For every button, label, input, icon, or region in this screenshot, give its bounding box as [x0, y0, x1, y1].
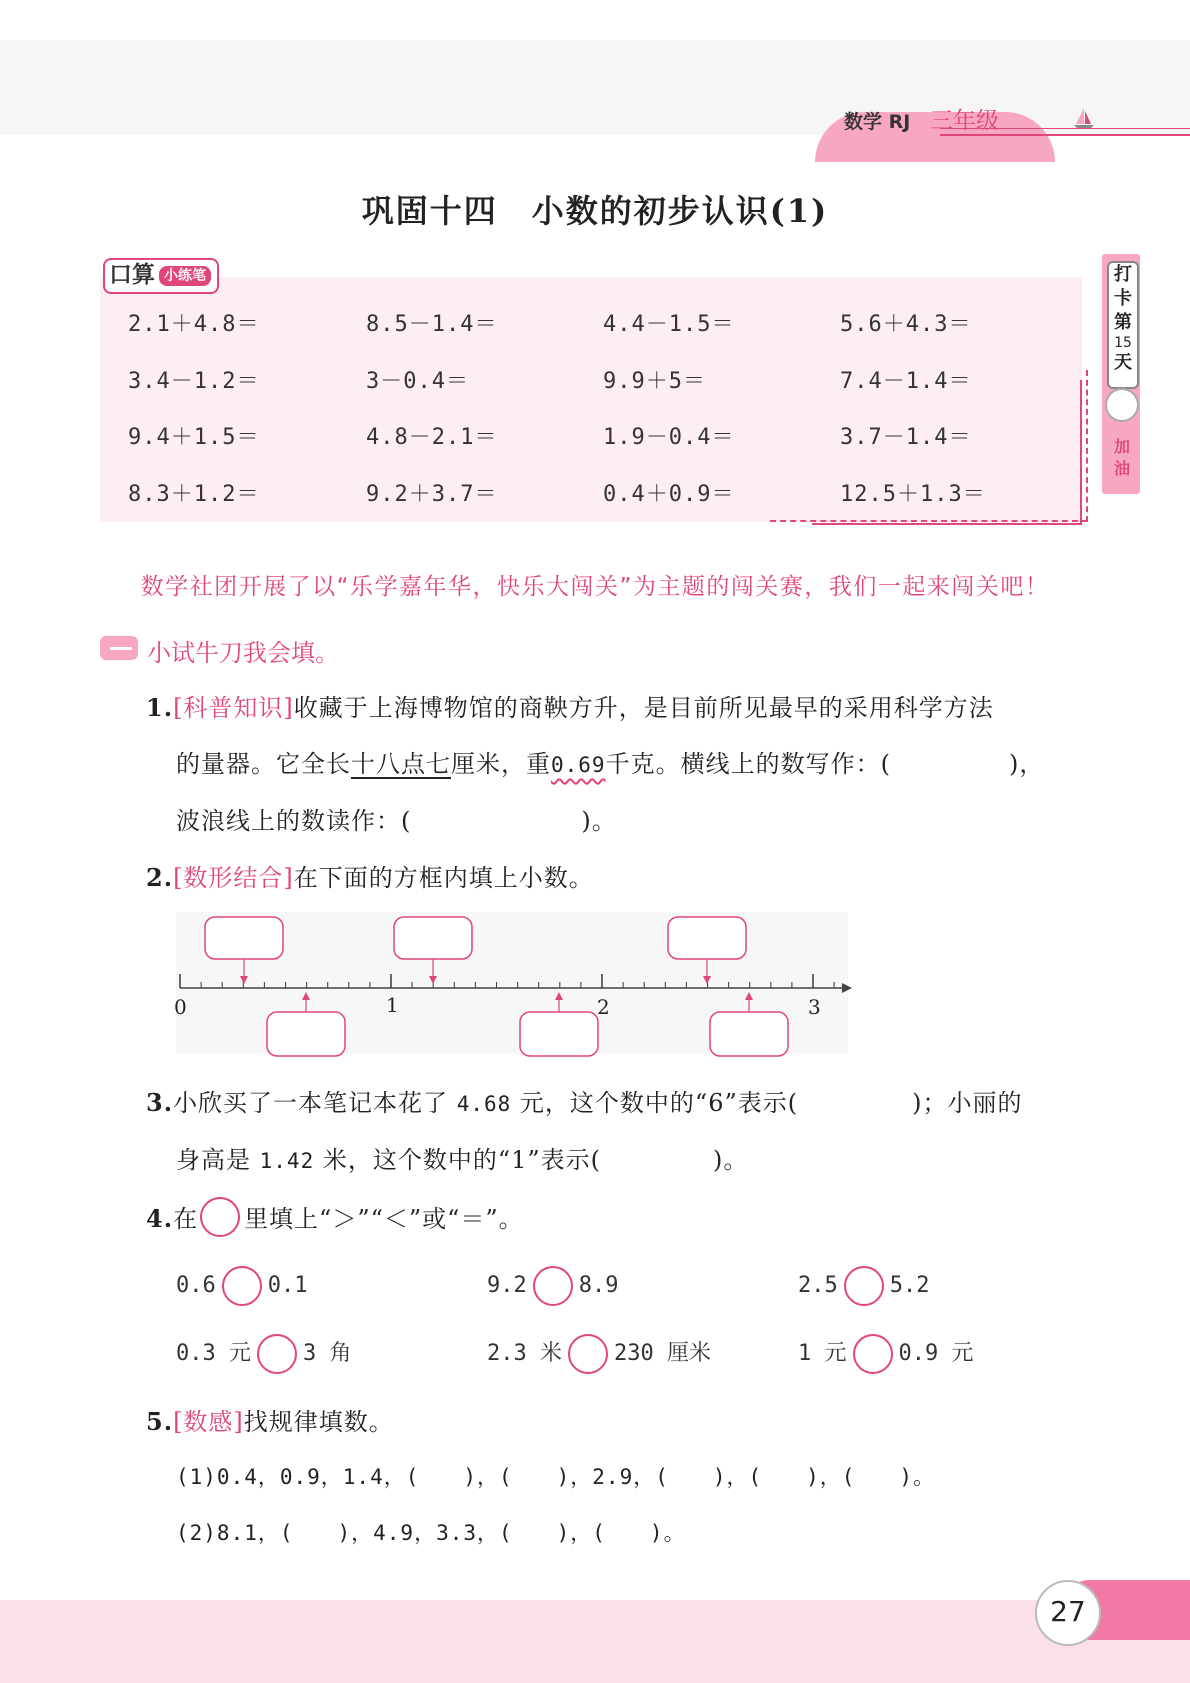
checkin-char: 卡	[1114, 288, 1132, 309]
q3-text: 元，这个数中的“6”表示(	[519, 1089, 799, 1117]
compare-circle[interactable]	[844, 1266, 884, 1306]
oral-item: 0.4＋0.9＝	[603, 482, 735, 507]
circle-icon	[200, 1197, 240, 1237]
q2-tag: [数形结合]	[173, 864, 294, 892]
q3-text: )；小丽的	[912, 1089, 1023, 1117]
q1-number: 1.	[146, 693, 174, 722]
compare-left: 1 元	[798, 1341, 847, 1366]
q5-sequence-1[interactable]: (1)0.4，0.9，1.4，( )，( )，2.9，( )，( )，( )。	[176, 1465, 936, 1489]
compare-left: 9.2	[487, 1273, 527, 1298]
number-line-label: 2	[597, 995, 610, 1019]
q5-line	[146, 1402, 394, 1437]
compare-right: 0.1	[267, 1273, 308, 1298]
number-line-label: 1	[386, 993, 399, 1017]
oral-tag-sub: 小练笔	[159, 266, 211, 286]
oral-item: 3－0.4＝	[366, 369, 469, 394]
compare-circle[interactable]	[568, 1334, 608, 1374]
oral-tag	[103, 258, 219, 294]
footer-band	[0, 1600, 1190, 1683]
oral-item: 3.4－1.2＝	[128, 369, 260, 394]
oral-item: 3.7－1.4＝	[840, 425, 972, 450]
answer-box[interactable]	[205, 917, 283, 959]
q2-text: 在下面的方框内填上小数。	[293, 864, 594, 892]
compare-right: 230 厘米	[613, 1341, 711, 1366]
oral-item: 9.2＋3.7＝	[366, 482, 498, 507]
page-number: 27	[1035, 1580, 1101, 1646]
oral-tag-label: 口算	[109, 262, 155, 288]
section-title: 小试牛刀我会填。	[147, 639, 339, 667]
q1-text: )。	[581, 807, 617, 835]
page-title: 巩固十四 小数的初步认识(1)	[361, 192, 829, 230]
compare-right: 8.9	[578, 1273, 619, 1298]
answer-box[interactable]	[394, 917, 472, 959]
answer-box[interactable]	[668, 917, 746, 959]
q1-text: 千克。横线上的数写作：(	[605, 750, 891, 778]
oral-item: 8.5－1.4＝	[366, 312, 498, 337]
checkin-card	[1107, 261, 1139, 389]
answer-box[interactable]	[520, 1012, 598, 1056]
q3-text: 身高是	[176, 1146, 251, 1174]
q1-line2	[176, 744, 1044, 779]
oral-item: 8.3＋1.2＝	[128, 482, 260, 507]
q2-number: 2.	[146, 863, 174, 892]
sailboat-icon	[1072, 106, 1096, 130]
compare-left: 0.6	[176, 1273, 216, 1298]
q4-number: 4.	[146, 1204, 174, 1233]
compare-item	[798, 1266, 930, 1306]
cheer-char: 加	[1113, 437, 1130, 456]
compare-circle[interactable]	[533, 1266, 573, 1306]
q5-sequence-2[interactable]: (2)8.1，( )，4.9，3.3，( )，( )。	[176, 1521, 686, 1545]
q4-line	[146, 1199, 524, 1237]
q3-text: 米，这个数中的“1”表示(	[322, 1146, 602, 1174]
oral-item: 9.4＋1.5＝	[128, 425, 260, 450]
arrow-down-icon	[240, 976, 248, 984]
number-line-label: 3	[808, 995, 821, 1019]
intro-text: 数学社团开展了以“乐学嘉年华，快乐大闯关”为主题的闯关赛，我们一起来闯关吧！	[140, 574, 1050, 600]
cheer-text	[1108, 436, 1136, 480]
q3-line2	[176, 1140, 748, 1175]
checkin-day: 15	[1114, 335, 1132, 351]
header-subject: 数学 RJ	[844, 111, 911, 133]
compare-circle[interactable]	[853, 1334, 893, 1374]
checkin-char: 天	[1114, 352, 1132, 373]
q2-line	[146, 858, 594, 893]
answer-box[interactable]	[710, 1012, 788, 1056]
q1-text: 收藏于上海博物馆的商鞅方升，是目前所见最早的采用科学方法	[293, 694, 994, 722]
q1-text: 厘米，重	[451, 750, 551, 778]
compare-left: 2.3 米	[487, 1341, 562, 1366]
q1-text: 波浪线上的数读作：(	[176, 807, 412, 835]
arrow-right-icon	[842, 983, 852, 993]
oral-item: 1.9－0.4＝	[603, 425, 735, 450]
q5-tag: [数感]	[173, 1408, 244, 1436]
oral-item: 5.6＋4.3＝	[840, 312, 972, 337]
compare-left: 0.3 元	[176, 1341, 251, 1366]
compare-circle[interactable]	[257, 1334, 297, 1374]
answer-box[interactable]	[267, 1012, 345, 1056]
q1-underlined-number: 十八点七	[351, 750, 451, 778]
q5-text: 找规律填数。	[243, 1408, 394, 1436]
section-badge-icon	[110, 647, 132, 650]
oral-item: 9.9＋5＝	[603, 369, 706, 394]
q3-text: )。	[713, 1146, 749, 1174]
q5-number: 5.	[146, 1407, 174, 1436]
q3-number: 3.	[146, 1088, 174, 1117]
compare-item	[176, 1266, 308, 1306]
q3-value: 1.42	[259, 1149, 315, 1173]
oral-item: 12.5＋1.3＝	[840, 482, 986, 507]
compare-right: 5.2	[889, 1273, 930, 1298]
q1-line1	[146, 688, 994, 723]
checkin-char: 第	[1114, 312, 1132, 333]
q1-line3	[176, 801, 617, 836]
q3-value: 4.68	[456, 1092, 512, 1116]
number-line-label: 0	[174, 995, 187, 1019]
oral-item: 4.8－2.1＝	[366, 425, 498, 450]
compare-right: 0.9 元	[898, 1341, 974, 1366]
header-grade: 三年级	[930, 108, 999, 134]
q1-wavy-number: 0.69	[551, 753, 606, 777]
number-line	[170, 912, 860, 1062]
q1-text: )，	[1008, 750, 1045, 778]
arrow-up-icon	[302, 992, 310, 1000]
compare-item	[798, 1334, 973, 1374]
q1-text: 的量器。它全长	[176, 750, 351, 778]
arrow-down-icon	[703, 976, 711, 984]
q3-text: 小欣买了一本笔记本花了	[173, 1089, 449, 1117]
arrow-down-icon	[429, 976, 437, 984]
oral-item: 4.4－1.5＝	[603, 312, 735, 337]
q4-text: 在	[173, 1205, 199, 1233]
oral-item: 7.4－1.4＝	[840, 369, 972, 394]
compare-item	[176, 1334, 351, 1374]
arrow-up-icon	[555, 992, 563, 1000]
arrow-up-icon	[745, 992, 753, 1000]
compare-circle[interactable]	[222, 1266, 262, 1306]
checkin-circle[interactable]	[1105, 388, 1139, 422]
oral-item: 2.1＋4.8＝	[128, 312, 260, 337]
q3-line1	[146, 1083, 1022, 1118]
q4-text: 里填上“＞”“＜”或“＝”。	[244, 1205, 524, 1233]
compare-item	[487, 1334, 711, 1374]
q1-tag: [科普知识]	[173, 694, 294, 722]
compare-item	[487, 1266, 619, 1306]
cheer-char: 油	[1113, 459, 1130, 478]
compare-left: 2.5	[798, 1273, 838, 1298]
compare-right: 3 角	[302, 1341, 352, 1366]
checkin-char: 打	[1114, 264, 1132, 285]
number-line-ticks	[180, 974, 834, 988]
